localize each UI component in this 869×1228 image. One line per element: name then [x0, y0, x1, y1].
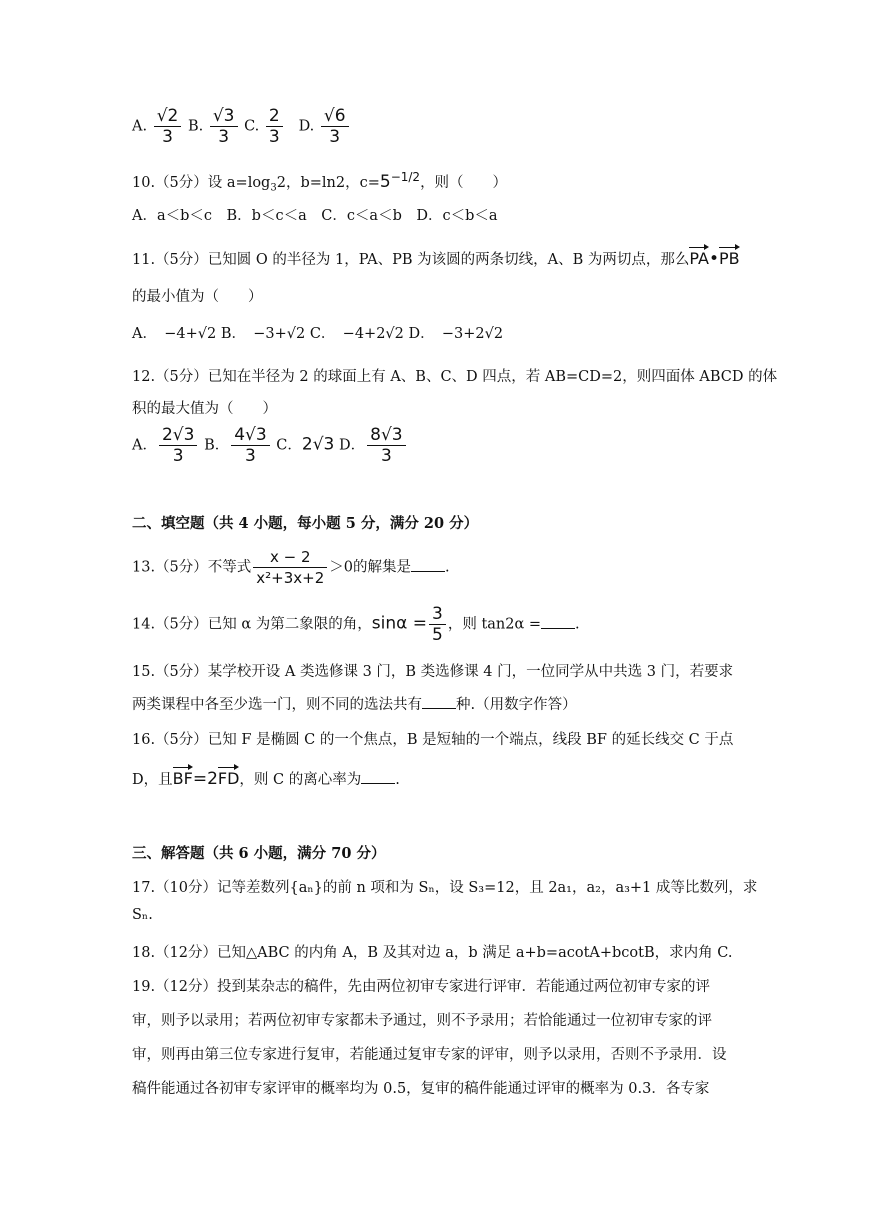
q14-stem: 14.（5分）已知 α 为第二象限的角，sinα = $\frac{3}{5}$ ，则 tan2α = . — [132, 604, 580, 645]
q17-stem: 17.（10分）记等差数列{aₙ}的前 n 项和为 Sₙ，设 S₃=12，且 2a₁，a₂，a₃+1 成等比数列，求 — [132, 880, 758, 896]
q12-stem-continued: 积的最大值为（ ） — [132, 401, 277, 417]
q17-stem-continued: Sₙ. — [132, 907, 153, 923]
section-solution-heading: 三、解答题（共 6 小题，满分 70 分） — [132, 845, 386, 862]
q9-option-a-fraction: $\frac{√2}{3}$ — [154, 106, 182, 147]
q12-stem: 12.（5分）已知在半径为 2 的球面上有 A、B、C、D 四点，若 AB=CD=2，则四面体 ABCD 的体 — [132, 369, 778, 385]
vector-pa: PA — [689, 249, 709, 268]
q11-options: A． −4+√2 B． −3+√2 C． −4+2√2 D． −3+2√2 — [132, 326, 504, 342]
q10-stem: 10.（5分）设 $a=\log_32$，b=ln2，$c=5^{-1/2}$，则（ ） — [132, 170, 508, 194]
q12-options: A． $\frac{2√3}{3}$ B． $\frac{4√3}{3}$ C．2√3 D． $\frac{8√3}{3}$ — [132, 425, 408, 466]
q19-stem-line2: 审，则予以录用；若两位初审专家都未予通过，则不予录用；若恰能通过一位初审专家的评 — [132, 1013, 712, 1029]
q18-stem: 18.（12分）已知△ABC 的内角 A，B 及其对边 a，b 满足 a+b=acotA+bcotB，求内角 C. — [132, 945, 733, 961]
q13-stem: 13.（5分）不等式 $\frac{x - 2}{\text{x²+3x+2}}$ ＞0的解集是 . — [132, 548, 450, 587]
q15-stem-continued: 两类课程中各至少选一门，则不同的选法共有 种.（用数字作答） — [132, 693, 577, 714]
q19-stem: 19.（12分）投到某杂志的稿件，先由两位初审专家进行评审．若能通过两位初审专家的评 — [132, 979, 711, 995]
vector-bf: BF — [172, 769, 193, 788]
q19-stem-line3: 审，则再由第三位专家进行复审，若能通过复审专家的评审，则予以录用，否则不予录用．设 — [132, 1047, 727, 1063]
q11-stem-continued: 的最小值为（ ） — [132, 289, 263, 305]
vector-pb: PB — [719, 249, 740, 268]
q16-stem-continued: D，且BF=2FD，则 C 的离心率为 . — [132, 769, 400, 789]
answer-blank — [541, 614, 575, 629]
q16-stem: 16.（5分）已知 F 是椭圆 C 的一个焦点，B 是短轴的一个端点，线段 BF 的延长线交 C 于点 — [132, 732, 734, 748]
section-fill-in-heading: 二、填空题（共 4 小题，每小题 5 分，满分 20 分） — [132, 515, 479, 532]
answer-blank — [411, 557, 445, 572]
q9-option-c-fraction: $\frac{2}{3}$ — [266, 106, 283, 147]
q10-options: A．a＜b＜c B．b＜c＜a C．c＜a＜b D．c＜b＜a — [132, 208, 498, 224]
answer-blank — [361, 769, 395, 784]
q9-option-b-fraction: $\frac{√3}{3}$ — [210, 106, 238, 147]
answer-blank — [422, 694, 456, 709]
q9-option-d-fraction: $\frac{√6}{3}$ — [321, 106, 349, 147]
q19-stem-line4: 稿件能通过各初审专家评审的概率均为 0.5，复审的稿件能通过评审的概率为 0.3．各专家 — [132, 1081, 710, 1097]
q11-stem: 11.（5分）已知圆 O 的半径为 1，PA、PB 为该圆的两条切线，A、B 为两切点，那么PA•PB — [132, 249, 740, 269]
vector-fd: FD — [217, 769, 240, 788]
q15-stem: 15.（5分）某学校开设 A 类选修课 3 门，B 类选修课 4 门，一位同学从中共选 3 门，若要求 — [132, 664, 734, 680]
q9-options: A. $\frac{√2}{3}$ B. $\frac{√3}{3}$ C. $\frac{2}{3}$ D. $\frac{√6}{3}$ — [132, 106, 351, 147]
